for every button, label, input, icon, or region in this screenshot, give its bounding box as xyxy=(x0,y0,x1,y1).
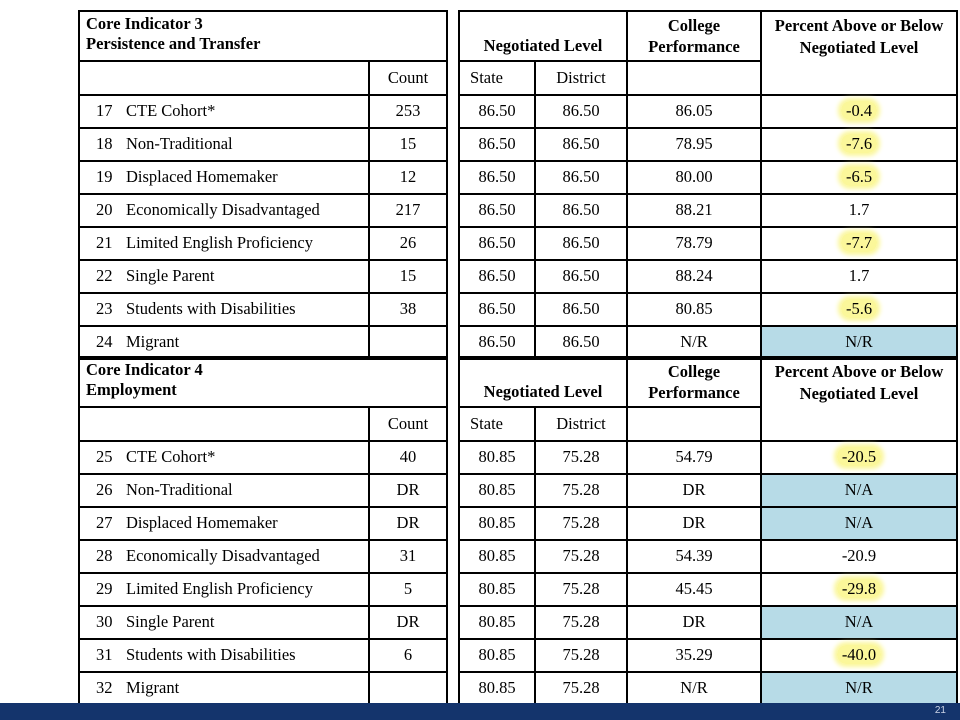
percent-value: N/A xyxy=(844,480,874,500)
row-label: Single Parent xyxy=(126,612,215,632)
state-cell: 86.50 xyxy=(459,128,535,161)
subheader-blank xyxy=(79,61,369,95)
table-row xyxy=(79,474,957,507)
district-cell: 86.50 xyxy=(535,260,627,293)
row-label: Migrant xyxy=(126,332,180,352)
district-cell: 86.50 xyxy=(535,326,627,359)
district-cell: 75.28 xyxy=(535,507,627,540)
title-line-2: Employment xyxy=(86,379,177,399)
performance-cell: N/R xyxy=(627,326,761,359)
college-performance-header: College Performance xyxy=(627,357,761,407)
row-number: 20 xyxy=(96,200,113,220)
percent-cell xyxy=(761,507,957,540)
count-cell: 40 xyxy=(369,441,447,474)
row-number: 24 xyxy=(96,332,113,352)
state-cell: 86.50 xyxy=(459,194,535,227)
count-cell: 5 xyxy=(369,573,447,606)
row-label-cell xyxy=(79,441,369,474)
count-cell: 12 xyxy=(369,161,447,194)
count-cell: 253 xyxy=(369,95,447,128)
row-label-cell xyxy=(79,161,369,194)
row-number: 18 xyxy=(96,134,113,154)
row-number: 26 xyxy=(96,480,113,500)
state-cell: 80.85 xyxy=(459,474,535,507)
percent-value: -7.6 xyxy=(841,134,877,153)
table-row xyxy=(79,672,957,705)
district-cell: 75.28 xyxy=(535,573,627,606)
table-row xyxy=(79,161,957,194)
percent-cell xyxy=(761,441,957,474)
percent-value: N/R xyxy=(845,678,873,698)
college-performance-header: College Performance xyxy=(627,11,761,61)
percent-cell xyxy=(761,161,957,194)
row-label: Economically Disadvantaged xyxy=(126,200,320,220)
percent-value: -29.8 xyxy=(837,579,881,598)
table-row xyxy=(79,128,957,161)
state-cell: 86.50 xyxy=(459,293,535,326)
row-label-cell xyxy=(79,95,369,128)
percent-cell xyxy=(761,293,957,326)
performance-cell: 54.79 xyxy=(627,441,761,474)
percent-cell xyxy=(761,260,957,293)
row-number: 29 xyxy=(96,579,113,599)
state-cell: 86.50 xyxy=(459,161,535,194)
table-title xyxy=(79,357,447,407)
performance-cell: 35.29 xyxy=(627,639,761,672)
count-cell: 38 xyxy=(369,293,447,326)
percent-cell xyxy=(761,606,957,639)
performance-cell: DR xyxy=(627,606,761,639)
core-indicator-4-table xyxy=(78,356,958,706)
row-label-cell xyxy=(79,639,369,672)
state-cell: 86.50 xyxy=(459,227,535,260)
percent-value: 1.7 xyxy=(848,266,870,286)
percent-cell xyxy=(761,639,957,672)
row-number: 27 xyxy=(96,513,113,533)
row-number: 32 xyxy=(96,678,113,698)
table-row xyxy=(79,540,957,573)
row-label-cell xyxy=(79,672,369,705)
district-cell: 86.50 xyxy=(535,128,627,161)
table-row xyxy=(79,507,957,540)
performance-cell: 78.79 xyxy=(627,227,761,260)
table-row xyxy=(79,227,957,260)
district-header: District xyxy=(535,61,627,95)
district-cell: 75.28 xyxy=(535,639,627,672)
row-label: Migrant xyxy=(126,678,180,698)
row-label: Non-Traditional xyxy=(126,134,233,154)
row-number: 28 xyxy=(96,546,113,566)
table-row xyxy=(79,95,957,128)
percent-value: N/R xyxy=(845,332,873,352)
row-label-cell xyxy=(79,573,369,606)
state-cell: 80.85 xyxy=(459,639,535,672)
percent-cell xyxy=(761,128,957,161)
count-cell: DR xyxy=(369,507,447,540)
row-label: Limited English Proficiency xyxy=(126,579,313,599)
count-cell: 26 xyxy=(369,227,447,260)
percent-value: -0.4 xyxy=(841,101,877,120)
count-cell: 15 xyxy=(369,260,447,293)
row-label: CTE Cohort* xyxy=(126,101,216,121)
row-label: Students with Disabilities xyxy=(126,299,296,319)
negotiated-level-header: Negotiated Level xyxy=(459,357,627,407)
table-row xyxy=(79,293,957,326)
row-label-cell xyxy=(79,260,369,293)
count-cell: DR xyxy=(369,606,447,639)
state-cell: 80.85 xyxy=(459,540,535,573)
table-row xyxy=(79,573,957,606)
percent-value: N/A xyxy=(844,612,874,632)
count-cell: 15 xyxy=(369,128,447,161)
performance-cell: 86.05 xyxy=(627,95,761,128)
performance-cell: N/R xyxy=(627,672,761,705)
table-row xyxy=(79,639,957,672)
count-cell xyxy=(369,326,447,359)
title-line-1: Core Indicator 4 xyxy=(86,360,203,379)
count-header: Count xyxy=(369,407,447,441)
district-cell: 86.50 xyxy=(535,194,627,227)
percent-value: -7.7 xyxy=(841,233,877,252)
count-cell: 31 xyxy=(369,540,447,573)
row-label-cell xyxy=(79,194,369,227)
performance-cell: 78.95 xyxy=(627,128,761,161)
performance-cell: DR xyxy=(627,507,761,540)
state-cell: 80.85 xyxy=(459,573,535,606)
row-label: Displaced Homemaker xyxy=(126,513,278,533)
row-number: 22 xyxy=(96,266,113,286)
state-header: State xyxy=(459,407,535,441)
state-cell: 80.85 xyxy=(459,606,535,639)
performance-cell: 45.45 xyxy=(627,573,761,606)
table-row xyxy=(79,326,957,359)
district-cell: 75.28 xyxy=(535,474,627,507)
row-number: 17 xyxy=(96,101,113,121)
core-indicator-3-table xyxy=(78,10,958,360)
row-number: 25 xyxy=(96,447,113,467)
row-label-cell xyxy=(79,507,369,540)
row-label-cell xyxy=(79,474,369,507)
percent-cell xyxy=(761,540,957,573)
row-label-cell xyxy=(79,293,369,326)
row-label: Non-Traditional xyxy=(126,480,233,500)
row-label: Economically Disadvantaged xyxy=(126,546,320,566)
percent-value: -20.5 xyxy=(837,447,881,466)
subheader-blank xyxy=(79,407,369,441)
row-label-cell xyxy=(79,606,369,639)
row-number: 23 xyxy=(96,299,113,319)
performance-cell: 88.24 xyxy=(627,260,761,293)
district-header: District xyxy=(535,407,627,441)
table-row xyxy=(79,260,957,293)
row-label: Limited English Proficiency xyxy=(126,233,313,253)
district-cell: 86.50 xyxy=(535,95,627,128)
state-cell: 80.85 xyxy=(459,441,535,474)
state-cell: 86.50 xyxy=(459,95,535,128)
percent-value: -5.6 xyxy=(841,299,877,318)
percent-value: -20.9 xyxy=(841,546,877,566)
count-cell xyxy=(369,672,447,705)
performance-cell: 54.39 xyxy=(627,540,761,573)
table-row xyxy=(79,606,957,639)
count-cell: 6 xyxy=(369,639,447,672)
row-number: 31 xyxy=(96,645,113,665)
row-label: Displaced Homemaker xyxy=(126,167,278,187)
footer-bar xyxy=(0,703,960,720)
percent-value: -6.5 xyxy=(841,167,877,186)
percent-cell xyxy=(761,326,957,359)
row-number: 19 xyxy=(96,167,113,187)
percent-cell xyxy=(761,573,957,606)
district-cell: 86.50 xyxy=(535,161,627,194)
percent-value: N/A xyxy=(844,513,874,533)
state-cell: 80.85 xyxy=(459,507,535,540)
performance-cell: 88.21 xyxy=(627,194,761,227)
state-header: State xyxy=(459,61,535,95)
district-cell: 86.50 xyxy=(535,293,627,326)
count-cell: DR xyxy=(369,474,447,507)
row-number: 21 xyxy=(96,233,113,253)
count-header: Count xyxy=(369,61,447,95)
district-cell: 75.28 xyxy=(535,606,627,639)
row-label-cell xyxy=(79,540,369,573)
percent-header: Percent Above or Below Negotiated Level xyxy=(761,357,957,407)
page-number: 21 xyxy=(934,705,946,716)
performance-cell: DR xyxy=(627,474,761,507)
performance-cell: 80.85 xyxy=(627,293,761,326)
district-cell: 75.28 xyxy=(535,441,627,474)
row-label: CTE Cohort* xyxy=(126,447,216,467)
percent-cell xyxy=(761,227,957,260)
performance-cell: 80.00 xyxy=(627,161,761,194)
row-label-cell xyxy=(79,326,369,359)
percent-cell xyxy=(761,672,957,705)
district-cell: 75.28 xyxy=(535,540,627,573)
table-row xyxy=(79,194,957,227)
state-cell: 86.50 xyxy=(459,326,535,359)
row-label: Students with Disabilities xyxy=(126,645,296,665)
percent-cell xyxy=(761,95,957,128)
percent-value: 1.7 xyxy=(848,200,870,220)
count-cell: 217 xyxy=(369,194,447,227)
negotiated-level-header: Negotiated Level xyxy=(459,11,627,61)
district-cell: 86.50 xyxy=(535,227,627,260)
row-label-cell xyxy=(79,128,369,161)
percent-value: -40.0 xyxy=(837,645,881,664)
percent-cell xyxy=(761,474,957,507)
title-line-2: Persistence and Transfer xyxy=(86,33,261,53)
table-title xyxy=(79,11,447,61)
row-label-cell xyxy=(79,227,369,260)
row-number: 30 xyxy=(96,612,113,632)
district-cell: 75.28 xyxy=(535,672,627,705)
percent-cell xyxy=(761,194,957,227)
row-label: Single Parent xyxy=(126,266,215,286)
state-cell: 80.85 xyxy=(459,672,535,705)
table-row xyxy=(79,441,957,474)
state-cell: 86.50 xyxy=(459,260,535,293)
title-line-1: Core Indicator 3 xyxy=(86,14,203,33)
percent-header: Percent Above or Below Negotiated Level xyxy=(761,11,957,61)
